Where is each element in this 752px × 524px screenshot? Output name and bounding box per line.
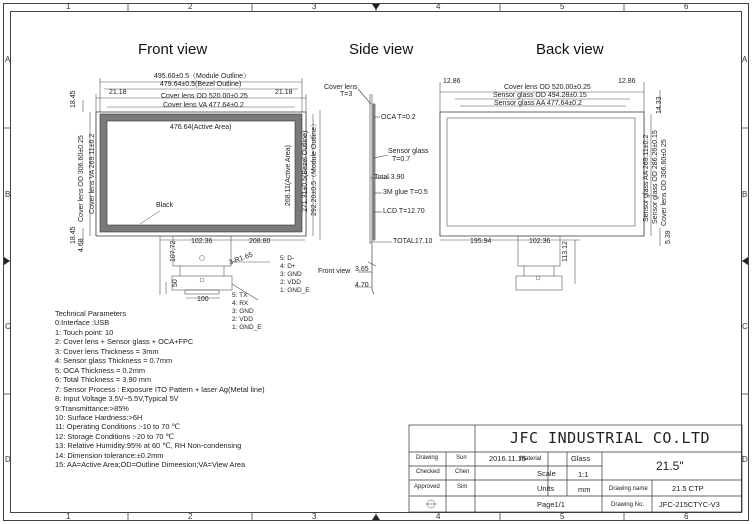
back-top-right-dim: 14.33 — [656, 96, 663, 114]
front-bottom-offset-dim: 18.45 — [70, 226, 77, 244]
connector-2-pin-1: 1: GND_E — [232, 324, 262, 331]
connector-1-pin-3: 3: GND — [280, 271, 302, 278]
front-margin-left-dim: 21.18 — [109, 89, 127, 96]
tb-page: Page1/1 — [537, 500, 565, 509]
tech-line-9: 9:Transmittance:>85% — [55, 403, 129, 413]
tech-line-15: 15: AA=Active Area;OD=Outline Dimeesion;VA=View Area — [55, 460, 246, 470]
tb-scale-label: Scale — [537, 469, 556, 478]
side-sensor-thickness: T=0.7 — [392, 156, 411, 163]
tech-line-12: 12: Storage Conditions :-20 to 70 ℃ — [55, 431, 174, 441]
grid-col-1-top: 1 — [66, 2, 71, 11]
connector-2-pin-3: 3: GND — [232, 308, 254, 315]
grid-col-5-top: 5 — [560, 2, 565, 11]
front-active-area-dim: 476.64(Active Area) — [170, 124, 232, 131]
grid-row-d-left: D — [5, 455, 11, 464]
back-view-title: Back view — [536, 41, 604, 58]
technical-parameters — [55, 309, 265, 470]
front-black-bezel-label: Black — [156, 202, 174, 209]
tb-size: 21.5" — [656, 459, 684, 473]
tech-line-7: 7: Sensor Process : Exposure ITO Pattern + laser Ag(Metal line) — [55, 384, 265, 394]
front-fpc-x1-dim: 102.36 — [191, 238, 213, 245]
front-bezel-outline-dim: 479.64±0.5(Bezel Outline) — [160, 81, 242, 88]
tech-line-6: 6: Total Thickness = 3.90 mm — [55, 375, 152, 385]
connector-1-pin-2: 2: VDD — [280, 279, 301, 286]
front-cover-va-vertical: Cover lens VA 269.11±0.2 — [89, 133, 96, 214]
grid-row-d-right: D — [742, 455, 748, 464]
back-fpc-x1-dim: 195.94 — [470, 238, 492, 245]
back-margin-left-dim: 12.86 — [443, 78, 461, 85]
grid-row-c-left: C — [5, 322, 11, 331]
tb-drawing-name-label: Drawing name — [609, 486, 648, 492]
connector-2-pin-5: 5: TX — [232, 292, 248, 299]
grid-col-3-top: 3 — [312, 2, 317, 11]
grid-row-c-right: C — [742, 322, 748, 331]
front-fpc-height-dim: 107.72 — [170, 240, 177, 262]
back-fpc-height-dim: 113.12 — [562, 241, 569, 262]
front-view-title: Front view — [138, 41, 208, 58]
front-cover-od-dim: Cover lens OD 520.00±0.25 — [161, 93, 248, 100]
connector-1-pin-5: 5: D- — [280, 255, 295, 262]
tech-line-0: 0:Interface :USB — [55, 318, 110, 328]
front-module-outline-dim: 495.60±0.5（Module Outline） — [154, 73, 251, 80]
back-bottom-right-dim: 5.39 — [665, 230, 672, 244]
tech-line-8: 8: Input Voltage 3.5V~5.5V,Typical 5V — [55, 394, 179, 404]
connector-2-pin-4: 4: RX — [232, 300, 249, 307]
grid-row-b-left: B — [5, 190, 11, 199]
company-name: JFC INDUSTRIAL CO.LTD — [509, 429, 711, 447]
tb-checked-label: Checked — [416, 469, 440, 475]
front-top-offset-dim: 18.45 — [70, 90, 77, 108]
tb-drawing-label: Drawing — [416, 455, 439, 461]
grid-col-4-top: 4 — [436, 2, 441, 11]
front-module-vertical: 292.20±0.5（Module Outline） — [311, 119, 318, 216]
tech-line-13: 13: Relative Humidity:95% at 60 ℃, RH Non-condensing — [55, 441, 242, 451]
side-front-view-label: Front view — [318, 268, 351, 275]
tb-approved-label: Approved — [414, 484, 440, 490]
side-cover-thickness: T=3 — [340, 91, 353, 98]
grid-col-6-top: 6 — [684, 2, 689, 11]
back-sensor-aa-vertical: Sensor glass AA 269.11±0.2 — [643, 134, 650, 222]
tech-heading: Technical Parameters — [55, 309, 127, 318]
side-glue-label: 3M glue T=0.5 — [383, 189, 428, 196]
grid-col-5-bottom: 5 — [560, 512, 565, 521]
side-sensor-glass-label: Sensor glass — [388, 148, 429, 155]
side-dim-365: 3.65 — [355, 266, 369, 273]
front-active-vertical: 268.11(Active Area) — [285, 145, 292, 206]
tb-drawing-by: Sun — [456, 455, 467, 461]
grid-col-2-top: 2 — [188, 2, 193, 11]
back-sensor-od-vertical: Sensor glass OD 286.26±0.15 — [652, 130, 659, 224]
grid-col-6-bottom: 6 — [684, 512, 689, 521]
tb-drawing-name: 21.5 CTP — [672, 484, 704, 493]
back-sensor-aa-dim: Sensor glass AA 477.64±0.2 — [494, 100, 582, 107]
tb-units-label: Units — [537, 484, 555, 493]
grid-row-a-right: A — [742, 55, 748, 64]
grid-row-b-right: B — [742, 190, 748, 199]
tb-drawing-no-label: Drawing No. — [611, 502, 645, 508]
back-fpc-x2-dim: 102.36 — [529, 238, 551, 245]
front-fpc-angle-dim: 3-R1.65 — [228, 251, 254, 267]
tb-checked-by: Chen — [455, 469, 470, 475]
front-cover-va-dim: Cover lens VA 477.64±0.2 — [163, 102, 244, 109]
side-oca-label: OCA T=0.2 — [381, 114, 416, 121]
tech-line-3: 3: Cover lens Thickness = 3mm — [55, 346, 159, 356]
side-lcd-label: LCD T=12.70 — [383, 208, 425, 215]
front-cover-od-vertical: Cover lens OD 306.60±0.25 — [78, 135, 85, 222]
connector-2-pin-2: 2: VDD — [232, 316, 253, 323]
back-cover-od-vertical: Cover lens OD 306.60±0.25 — [661, 139, 668, 226]
connector-1-pin-1: 1: GND_E — [280, 287, 310, 294]
side-total-1710: TOTAL17.10 — [393, 238, 433, 245]
tech-line-5: 5: OCA Thickness = 0.2mm — [55, 365, 146, 375]
front-margin-right-dim: 21.18 — [275, 89, 293, 96]
tb-drawing-no: JFC-215CTYC-V3 — [659, 500, 720, 509]
tech-line-2: 2: Cover lens + Sensor glass + OCA+FPC — [55, 337, 194, 347]
grid-col-1-bottom: 1 — [66, 512, 71, 521]
side-dim-470: 4.70 — [355, 282, 369, 289]
connector-1-pin-4: 4: D+ — [280, 263, 296, 270]
side-total-390: Total 3.90 — [374, 174, 405, 181]
front-bezel-vertical: 271.31±0.5(Bezel Outline) — [302, 130, 309, 212]
tb-scale: 1:1 — [578, 470, 589, 479]
grid-col-2-bottom: 2 — [188, 512, 193, 521]
tech-line-11: 11: Operating Conditions :-10 to 70 ℃ — [55, 422, 180, 432]
tech-line-1: 1: Touch point: 10 — [55, 327, 114, 337]
tb-date: 2016.11.15 — [489, 454, 526, 463]
tb-material-label: Material — [520, 456, 542, 462]
tech-line-14: 14: Dimension tolerance:±0.2mm — [55, 450, 164, 460]
back-cover-od-dim: Cover lens OD 520.00±0.25 — [504, 84, 591, 91]
tech-line-10: 10: Surface Hardness:>6H — [55, 412, 143, 422]
tb-material: Glass — [571, 454, 591, 463]
tb-units: mm — [578, 485, 591, 494]
side-cover-lens-label: Cover lens — [324, 84, 358, 91]
front-left-small-dim: 4.68 — [78, 238, 85, 252]
front-fpc-50-dim: 50 — [172, 279, 179, 287]
side-view-title: Side view — [349, 41, 414, 58]
tb-approved-by: Sim — [457, 484, 468, 490]
back-sensor-od-dim: Sensor glass OD 494.28±0.15 — [493, 92, 587, 99]
front-fpc-x2-dim: 208.80 — [249, 238, 271, 245]
tech-line-4: 4: Sensor glass Thickness = 0.7mm — [55, 356, 173, 366]
grid-col-4-bottom: 4 — [436, 512, 441, 521]
back-margin-right-dim: 12.86 — [618, 78, 636, 85]
front-fpc-width-dim: 100 — [197, 296, 209, 303]
grid-col-3-bottom: 3 — [312, 512, 317, 521]
grid-row-a-left: A — [5, 55, 11, 64]
